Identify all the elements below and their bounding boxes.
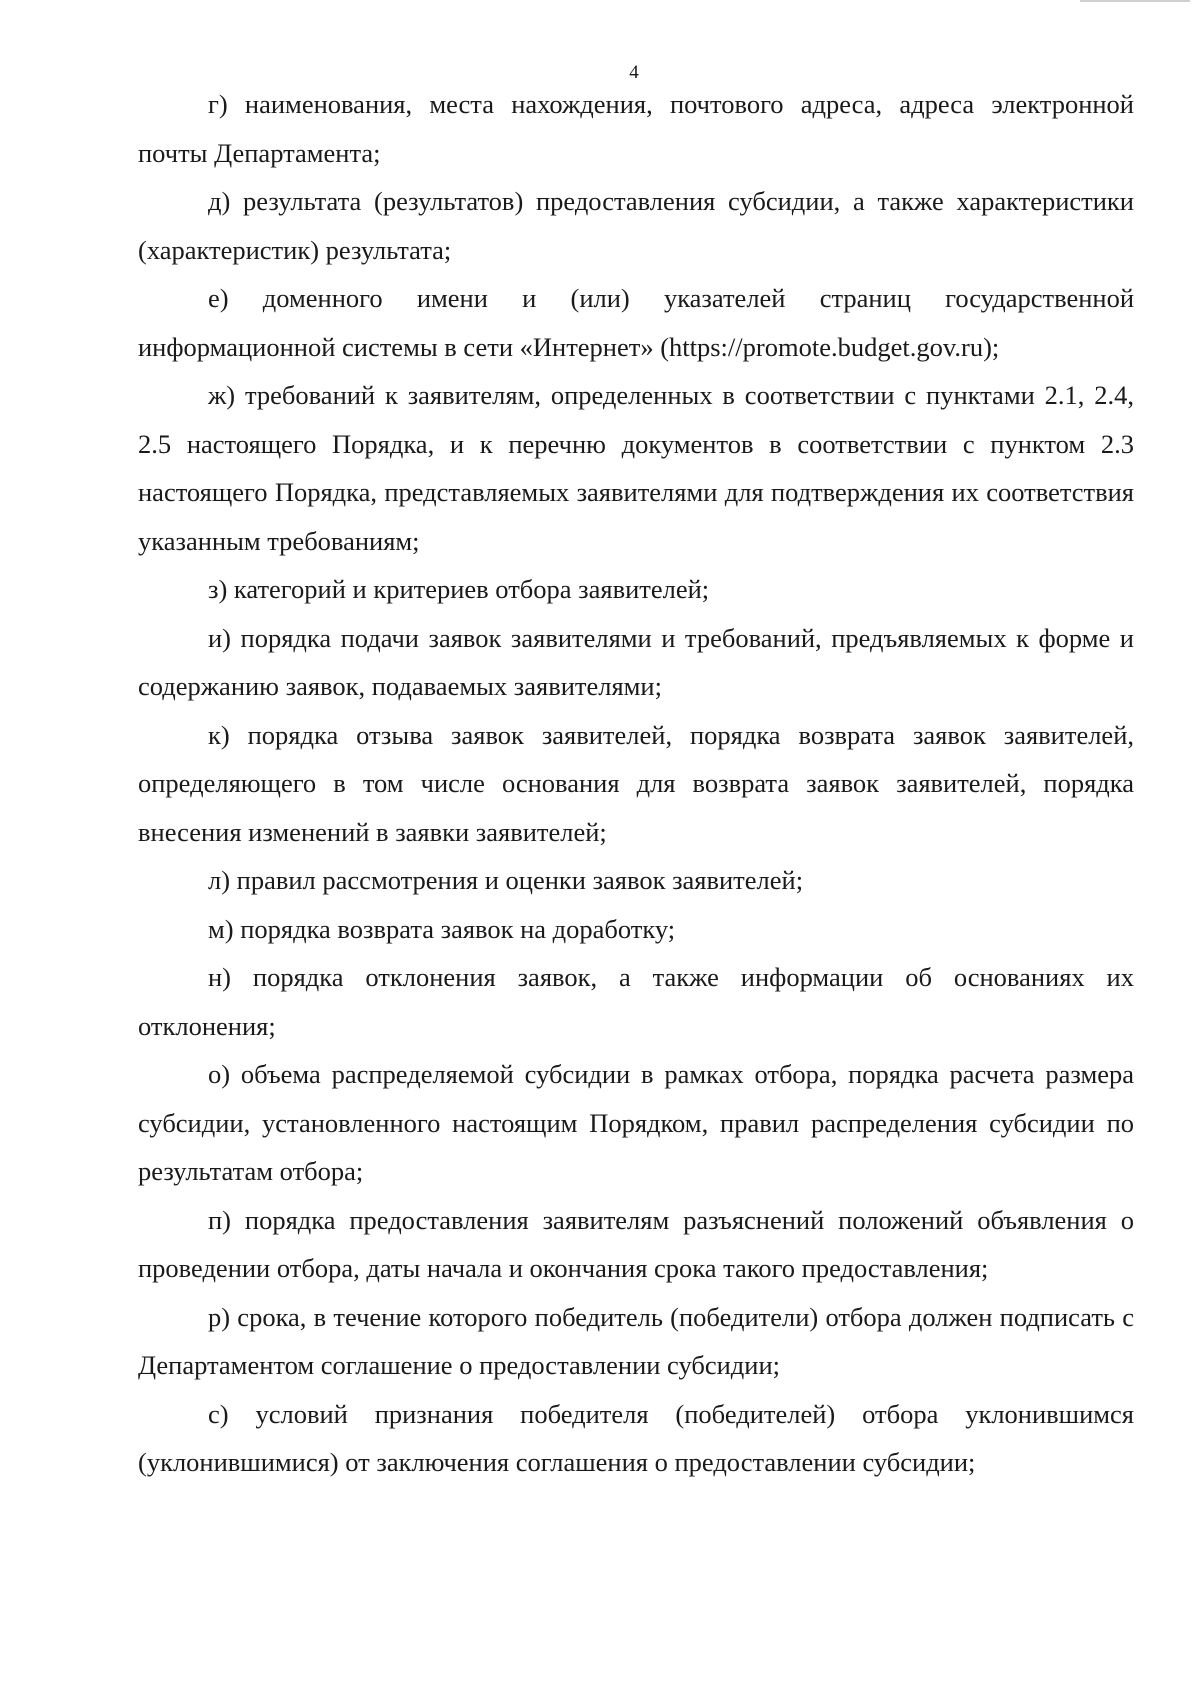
list-item-p: п) порядка предоставления заявителям разъяснений положений объявления о проведении отбора, даты начала и окончания срока такого предоставления; — [138, 1204, 1134, 1283]
list-item-e: е) доменного имени и (или) указателей страниц государственной информационной системы в сети «Интернет» (https://promote.budget.gov.ru); — [138, 283, 1134, 362]
list-item-z: з) категорий и критериев отбора заявителей; — [208, 574, 710, 604]
page-number: 4 — [629, 62, 639, 83]
list-item-s: с) условий признания победителя (победителей) отбора уклонившимся (уклонившимися) от заключения соглашения о предоставлении субсидии; — [138, 1398, 1134, 1477]
list-item-i: и) порядка подачи заявок заявителями и требований, предъявляемых к форме и содержанию заявок, подаваемых заявителями; — [138, 622, 1134, 701]
list-item-m: м) порядка возврата заявок на доработку; — [208, 913, 676, 944]
list-item-g: г) наименования, места нахождения, почтового адреса, адреса электронной почты Департамента; — [138, 89, 1134, 168]
scan-artifact-line — [1080, 0, 1190, 2]
list-item-o: о) объема распределяемой субсидии в рамках отбора, порядка расчета размера субсидии, установленного настоящим Порядком, правил распределения субсидии по результатам отбора; — [138, 1059, 1134, 1186]
list-item-d: д) результата (результатов) предоставления субсидии, а также характеристики (характеристик) результата; — [138, 186, 1134, 265]
document-body — [138, 80, 1134, 1487]
list-item-r: р) срока, в течение которого победитель (победители) отбора должен подписать с Департаментом соглашение о предоставлении субсидии; — [138, 1301, 1134, 1380]
list-item-zh: ж) требований к заявителям, определенных в соответствии с пунктами 2.1, 2.4, 2.5 настоящего Порядка, и к перечню документов в соответствии с пунктом 2.3 настоящего Порядка, представляемых заявителями для подтверждения их соответствия указанным требованиям; — [138, 380, 1134, 556]
list-item-n: н) порядка отклонения заявок, а также информации об основаниях их отклонения; — [138, 962, 1134, 1041]
list-item-l: л) правил рассмотрения и оценки заявок заявителей; — [208, 865, 804, 895]
list-item-k: к) порядка отзыва заявок заявителей, порядка возврата заявок заявителей, определяющего в том числе основания для возврата заявок заявителей, порядка внесения изменений в заявки заявителей; — [138, 719, 1134, 847]
